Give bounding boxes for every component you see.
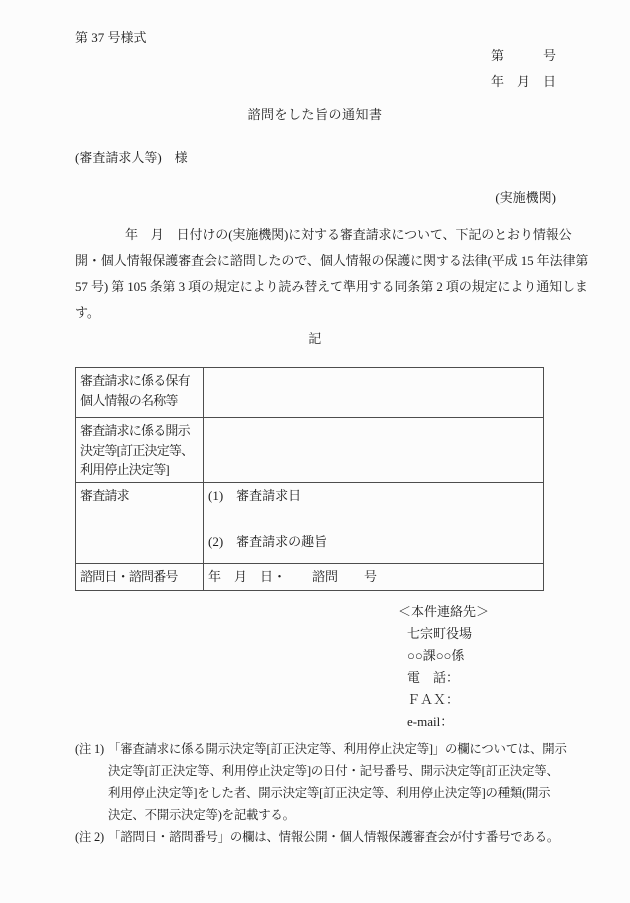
body-line: 年 月 日付けの(実施機関)に対する審査請求について、下記のとおり情報公 — [125, 227, 572, 242]
note-2 — [75, 826, 567, 848]
contact-email: e-mail： — [407, 714, 454, 729]
body-paragraph — [75, 222, 588, 326]
body-line: 開・個人情報保護審査会に諮問したので、個人情報の保護に関する法律(平成 15 年法律第 — [75, 253, 589, 268]
form-number: 第 37 号様式 — [75, 30, 147, 45]
contact-header: ＜本件連絡先＞ — [398, 604, 490, 619]
contact-phone: 電 話： — [407, 670, 460, 685]
notes-block — [75, 738, 567, 848]
row-value-blank — [204, 418, 544, 483]
document-number: 第 号 — [490, 48, 556, 63]
note-line: 決定等[訂正決定等、利用停止決定等]の日付・記号番号、開示決定等[訂正決定等、 — [108, 764, 559, 778]
row-value — [204, 482, 544, 563]
row-label: 審査請求に係る開示決定等[訂正決定等、利用停止決定等] — [76, 418, 204, 483]
note-label: (注 1) — [75, 742, 104, 756]
note-text — [108, 826, 559, 848]
row-label: 諮問日・諮問番号 — [76, 563, 204, 590]
review-request-date: (1) 審査請求日 — [208, 487, 302, 503]
ki-marker: 記 — [308, 331, 322, 346]
table-row-review-request — [76, 482, 544, 563]
issuing-agency: (実施機関) — [495, 190, 556, 205]
body-line: 57 号) 第 105 条第 3 項の規定により読み替えて準用する同条第 2 項の規定により通知しま — [75, 279, 588, 294]
contact-block — [398, 601, 489, 733]
note-line: 利用停止決定等]をした者、開示決定等[訂正決定等、利用停止決定等]の種類(開示 — [108, 786, 551, 800]
note-line: 「諮問日・諮問番号」の欄は、情報公開・個人情報保護審査会が付す番号である。 — [108, 830, 560, 844]
row-value-blank — [204, 368, 544, 418]
note-line: 「審査請求に係る開示決定等[訂正決定等、利用停止決定等]」の欄については、開示 — [108, 742, 567, 756]
review-request-purpose: (2) 審査請求の趣旨 — [208, 534, 328, 549]
form-table — [75, 367, 544, 591]
table-row-consultation-number — [76, 563, 544, 590]
table-row-held-personal-info — [76, 368, 544, 418]
row-label: 審査請求に係る保有個人情報の名称等 — [76, 368, 204, 418]
table-row-disclosure-decision — [76, 418, 544, 483]
addressee: (審査請求人等) 様 — [75, 150, 188, 165]
body-line: す。 — [75, 305, 100, 320]
note-label: (注 2) — [75, 830, 104, 844]
row-value: 年 月 日・ 諮問 号 — [204, 563, 544, 590]
date-line: 年 月 日 — [490, 74, 556, 89]
note-text — [108, 738, 567, 826]
page-title: 諮問をした旨の通知書 — [247, 107, 383, 122]
contact-office: 七宗町役場 — [407, 626, 473, 641]
note-line: 決定、不開示決定等)を記載する。 — [108, 808, 295, 822]
contact-section: ○○課○○係 — [407, 648, 465, 663]
note-1 — [75, 738, 567, 826]
row-label: 審査請求 — [76, 482, 204, 563]
contact-fax: ＦＡＸ： — [407, 692, 460, 707]
